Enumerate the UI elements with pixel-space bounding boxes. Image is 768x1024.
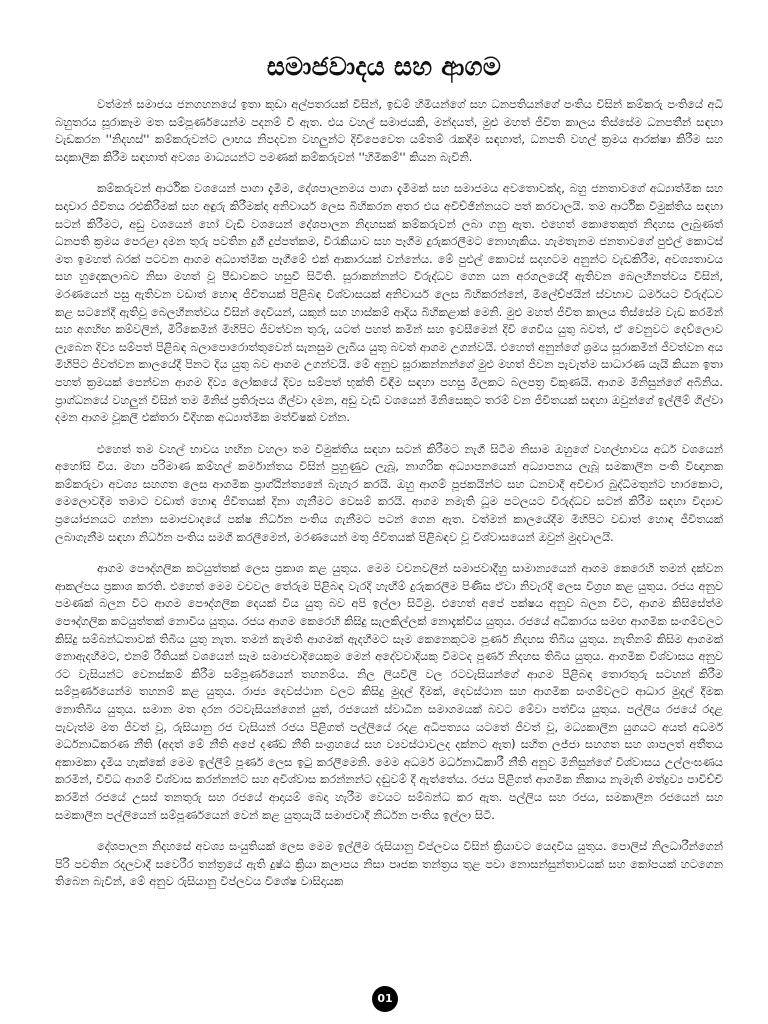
paragraph: එහෙත් තම වහල් භාවය හඟින වහලා තම විමුක්තිය සඳහා සටන් කිරීමට නැගී සිටීම නිසාම ඔහුගේ වහල්භාවය අර්ධ වශයෙන් අහෝසි විය. මහා පරිමාණ කම්හල් කර්මාන්තය විසින් පුහුණුව ලැබූ, නාගරික අධ්‍යාපනයෙන් අධ්‍යාපනය ලැබූ සමකාලීන පංති විඥානක කම්කරුවා අවශ්‍ය සහගත ලෙස ආගමික ප්‍රාග්ඨින්ත්‍යනේ බැහැර කරයි. ඔහු ආගම් පූජකයින්ට සහ ධනවාදී අවිචාර බුද්ධිමතුන්ට භාරකොට, මෙලොවදීම තමාට වඩාත් හොඳ ජීවිතයක් දිනා ගැනීමට වෙසම් කරයි. ආගම නමැති ධූම පටලයට විරුද්ධව සටන් කිරීම සඳහා විද්‍යාව ප්‍රයෝජනයට ගන්නා සමාජවාදයේ පක්ෂ නිර්ධන පංතිය ගැනීමට පටන් ගෙන ඇත. වත්මන් කාලයේදීම මිහිපිට වඩාත් හොඳ ජීවිතයක් ලබාගැනීම සඳහා නිර්ධන පංතිය සමගි කරලීමෙන්, මරණයෙන් මතු ජීවිතයක් පිළිබඳව වූ විශ්වාසයෙන් ඔවුන් මුදවාලයි. bbox=[55, 441, 723, 544]
paragraph: වත්මන් සමාජය ජනගහනයේ ඉතා කුඩා අල්පතරයක් විසින්, ඉඩම් හිමියන්ගේ සහ ධනපතියන්ගේ පංතිය විසින් කම්කරු පංතියේ අධි බහුතරය සූරාකෑම මත සම්පූර්ණයෙන්ම පදනම් වී ඇත. එය වහල් සමාජයකි, මන්දයත්, මුළු මහත් ජීවිත කාලය තිස්සේම ධනපතීන් සඳහා වැඩකරන ''නිදහස්'' කම්කරුවන්ට ලාභය නිපදවන වහලුන්ට දිවිපෙවෙත යම්තම් රැකදීම සඳහාත්, ධනපති වහල් ක්‍රමය ආරක්ෂා කිරීම සහ සදාකාලික කිරීම සඳහාත් අවශ්‍ය මාධ්‍යයන්ට පමණක් කම්කරුවන් ''හිමිකම්'' කියන බැවිනි. bbox=[55, 97, 723, 164]
article-body bbox=[55, 96, 723, 986]
page-title: සමාජවාදය සහ ආගම bbox=[266, 51, 502, 81]
page-number-badge: 01 bbox=[372, 986, 398, 1012]
paragraph: ආගම පෞද්ගලික කටයුත්තක් ලෙස ප්‍රකාශ කළ යුතුය. මෙම වචනවලින් සමාජවාදීහු සාමාන්‍යයෙන් ආගම කෙරෙහි තමන් දක්වන ආකල්පය ප්‍රකාශ කරති. එහෙත් මෙම වචවල තේරුම පිළිබඳ වැරදි හැඟීම් දුරුකරලීම පිණිස ඒවා නිවැරදි ලෙස විග්‍රහ කළ යුතුය. රජය අනුව පමණක් බලන විට ආගම පෞද්ගලික දෙයක් විය යුතු බව අපි ඉල්ලා සිටිමු. එහෙත් අපේ පක්ෂය අනුව බලන විට, ආගම කිසිසේත්ම පෞද්ගලික කටයුත්තක් නොවිය යුතුය. රජය ආගම කෙරෙහි කිසිදු සැලකිල්ලක් නොදැක්විය යුතුය. රජයේ අධිකාරය සමඟ ආගමික සංගම්වලට කිසිදු සම්බන්ධතාවක් තිබිය යුතු නැත. තමන් කැමති ආගමක් ඇදහීමට සෑම කෙනෙකුටම පූර්ණ නිදහස තිබිය යුතුය. නැතිනම් කිසිම ආගමක් නොඇදහීමට, එනම් රීතියක් වශයෙන් සෑම සමාජවාදියෙකුම මෙන් අදේවවාදියකු වීමටද පූර්ණ නිදහස තිබිය යුතුය. ආගමික විශ්වාසය අනුව රට වැසියන්ට වෙනස්කම් කිරීම සම්පූර්ණයෙන් තහනම්ය. නිල ලියවිලි වල රටවැසියන්ගේ ආගම පිළිබඳ තොරතුරු සටහන් කිරීම සම්පූර්ණයෙන්ම තහනම් කළ යුතුය. රාජ්‍ය දෙවස්ථාන වලට කිසිදු මුදල් දීමක්, දෙවස්ථාන සහ ආගමික සංගම්වලට ආධාර මුදල් දීමක නොතිබිය යුතුය. සමාන මත දරන රටවැසියන්ගෙන් යුත්, රජයෙන් ස්වාධීන සමාගමයක් බවට මේවා පත්විය යුතුය. පල්ලිය රජයේ රදළ පැවැත්ම මත ජීවත් වූ, රුසියානු රජ වැසියන් රජය පිළිගත් පල්ලියේ රදළ අධිපත්‍යය යටතේ ජීවත් වූ, මධ්‍යකාලීන යුගයට අයත් අධර්ම මර්ධනාධිකරණ නීති (අදත් මේ නීති අපේ දණ්ඩ නීති සංග්‍රහයේ සහ ව්‍යවස්ථාවලද දක්නට ඇත) සහිත ලජ්ජා සහගත සහ ශාපලත් අතීතය අකාමකා දැමිය හැක්කේ මෙම ඉල්ලීම් පූර්ණ ලෙස ඉටු කරලීමෙනි. මෙම අධර්ම මර්ධනාධිකාරී නීති අනුව මිනිසුන්ගේ විශ්වාසය උල්ලංඝණය කරමින්, විවිධ ආගම් විශ්වාස කරන්නන්ට සහ අවිශ්වාස කරන්නන්ට දඬුවම් දී ඇත්තේය. රජය පිළිගත් ආගමික නිකාය නැමැති මත්ද්‍රව්‍ය පාවිච්චි කරමින් රජයේ උසස් තනතුරු සහ රජයේ ආදායම් බෙදා හැරීම වෙයට සම්බන්ධ කර ඇත. පල්ලිය සහ රජය, සමකාලීන රජයෙන් සහ සමකාලීන පල්ලියෙන් සම්පූර්ණයෙන් වෙන් කළ යුතුයැයි සමාජවාදී නිර්ධන පංතිය ඉල්ලා සිටී. bbox=[55, 561, 723, 822]
paragraph: කම්කරුවන් ආර්ථික වශයෙන් පාගා දැමීම, දේශපාලනමය පාගා දැමීමක් සහ සමාජමය අවතොවක්ද, බහු ජනතාවගේ අධ්‍යාත්මික සහ සදාචාර ජීවිතය රළුකිරීමක් සහ අඳුරු කිරීමක්ද අනිවාර්ය ලෙස බිහිකරන අතර එය අවිච්ඡින්නයට පත් කරවාලයි. තම ආර්ථික විමුක්තිය සඳහා සටන් කිරීමට, අඩු වශයෙන් හෝ වැඩි වශයෙන් දේශපාලන නිදහසක් කම්කරුවන් ලබා ගනු ඇත. එහෙත් කොතෙකුත් නිදහස ලැබුණත් ධනපති ක්‍රමය පෙරළා දමන තුරු පවතින දුගී දුප්පත්කම, විරැකියාව සහ පෑගීම දුරුකරලීමට නොහැකිය. හැමතැනම ජනතාවගේ පුළුල් කොටස් මත ඉමහත් බරක් පටවන ආගම අධ්‍යාත්මික පෑගීමේ එක් ආකාරයක් වන්නේය. මේ පුළුල් කොටස් සදහටම අනුන්ට වැඩකිරීම, අවශ්‍යතාවය සහ හුදෙකලාබව නිසා මහත් වූ පීඩාවකට හසුවී සිටිති. සූරාකන්නන්ට විරුද්ධව ගෙන යන අරගලයේදී ඇතිවන බෙලහීනත්වය විසින්, මරණයෙන් පසු ඇතිවන වඩාත් හොඳ ජීවිතයක් පිළිබඳ විශ්වාසයක් අනිවාර්ය ලෙස බිහිකරන්නේ, මිලේච්ඡයින් ස්වභාව ධර්මයට විරුද්ධව කළ සටනේදී ඇතිවූ බෙලහීනත්වය විසින් දෙවියන්, යකුන් සහ හාස්කම් ආදිය බිහිකළාක් මෙනි. මුළු මහත් ජීවිත කාලය තිස්සේම වැඩ කරමින් සහ අගහිඟ කම්වලින්, මිරිකෙමින් මිහිපිට ජීවත්වන තුරු, යටත් පහත් කමින් සහ ඉවසීමෙන් දිවි ගෙවිය යුතු බවත්, ඒ වෙනුවට දෙව්ලොව ලැබෙන දිව්‍ය සම්පත් පිළිබඳ බලාපොරොත්තුවෙන් සැනසුම ලැබිය යුතු බවත් ආගම උගන්වයි. එහෙත් අනුන්ගේ ශ්‍රමය සූරාකමින් ජීවත්වන අය මිහිපිට ජීවත්වන කාලයේදී පිනට දිය යුතු බව ආගම උගන්වයි. මේ අනුව සූරාකන්නන්ගේ මුළු මහත් ජීවන පැවැත්ම සාධාරණ යැයි කියන ඉතා පහත් ක්‍රමයක් පෙන්වන ආගම දිව්‍ය ලෝකයේ දිව්‍ය සම්පත් භුක්ති විඳීම සඳහා පහසු මිලකට බලපත්‍ර විකුණයි. ආගම මිනිසුන්ගේ අබිනිය. ප්‍රාග්ධනයේ වහලුන් විසින් තම මිනිස් ප්‍රතිරූපය ගිල්වා දමන, අඩු වැඩි වශයෙන් මිනිසෙකුට තරම් වන ජීවිතයක් සඳහා ඔවුන්ගේ ඉල්ලීම් ගිල්වා දමන ආගම වූකලී එක්තරා විදිහක අධ්‍යාත්මික මත්විෂක් වන්න. bbox=[55, 181, 723, 425]
paragraph: දේශපාලන නිදහසේ අවශ්‍ය සංයුතියක් ලෙස මෙම ඉල්ලීම රුසියානු විප්ලවය විසින් ක්‍රියාවට යෙදවිය යුතුය. පොලිස් නිලධාරීන්ගෙන් පිරි පවතින රදලවාදී සවෙරීර තන්ත්‍රයේ ඇති දුෂ්ඨ ක්‍රියා කලාපය නිසා ප්‍රුජක තන්ත්‍රය තුළ පවා නොසන්සුන්තාවයක් සහ කෝපයක් හටගෙන තිබෙන බැවින්, මේ අනුව රුසියානු විප්ලවය විශේෂ වාසිදායක bbox=[55, 839, 723, 889]
